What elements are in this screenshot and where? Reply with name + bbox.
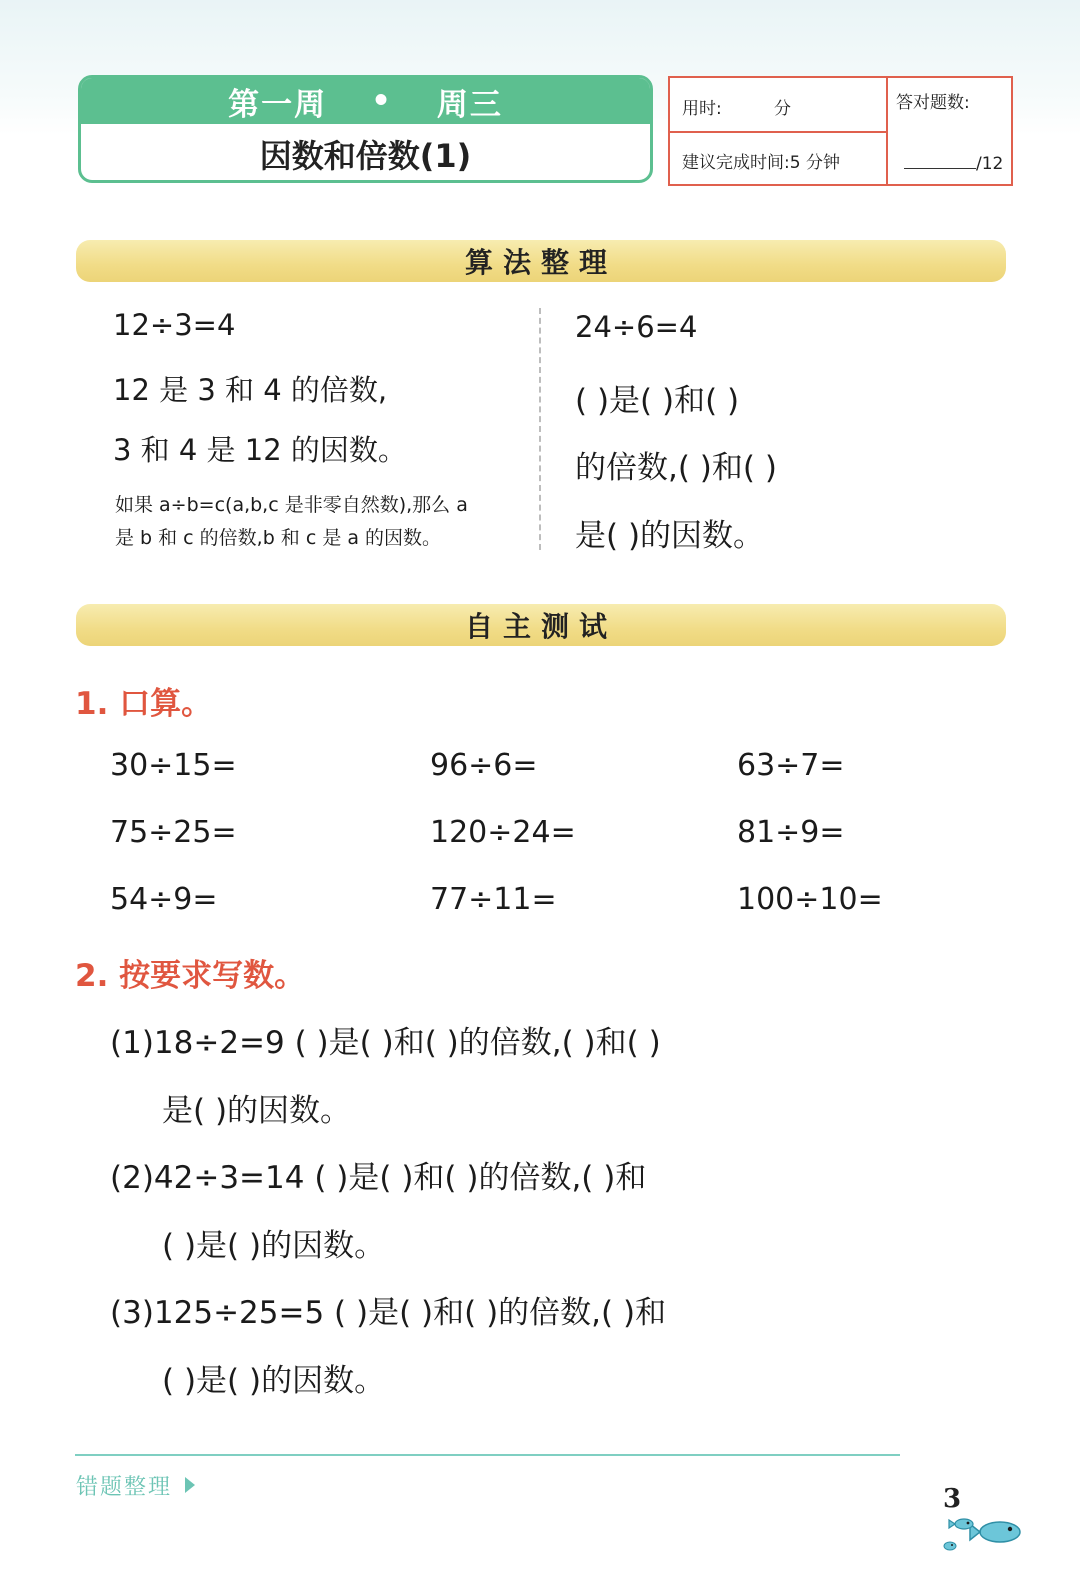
page-number: 3 (943, 1484, 962, 1514)
q2-item-2-line-2[interactable]: ( )是( )的因数。 (162, 1228, 386, 1264)
day-label: 周三 (436, 86, 503, 123)
triangle-arrow-icon (185, 1477, 195, 1493)
week-day-bar (81, 78, 650, 124)
example-factor-statement: 3 和 4 是 12 的因数。 (113, 433, 407, 467)
rule-note-line-1: 如果 a÷b=c(a,b,c 是非零自然数),那么 a (115, 494, 468, 516)
error-review-label: 错题整理 (76, 1475, 173, 1500)
separator-dot: • (371, 83, 393, 119)
example-equation: 12÷3=4 (113, 308, 236, 342)
q2-item-1-line-2[interactable]: 是( )的因数。 (162, 1093, 352, 1129)
mental-calc-item[interactable]: 77÷11= (430, 882, 557, 917)
practice-fill-line-1[interactable]: ( )是( )和( ) (575, 383, 740, 419)
suggested-time: 建议完成时间:5 分钟 (682, 153, 840, 173)
week-label: 第一周 (228, 86, 328, 123)
mental-calc-item[interactable]: 75÷25= (110, 815, 237, 850)
mental-calc-item[interactable]: 30÷15= (110, 748, 237, 783)
mental-calc-item[interactable]: 63÷7= (737, 748, 845, 783)
correct-count-label: 答对题数: (896, 93, 970, 113)
mental-calc-item[interactable]: 81÷9= (737, 815, 845, 850)
score-field[interactable] (904, 154, 1003, 174)
practice-equation: 24÷6=4 (575, 310, 698, 344)
question-1-heading: 1. 口算。 (75, 686, 213, 722)
grid-divider-vertical (886, 78, 888, 184)
mental-calc-item[interactable]: 120÷24= (430, 815, 576, 850)
section-banner-self-test: 自主测试 (76, 604, 1006, 646)
mental-calc-item[interactable]: 96÷6= (430, 748, 538, 783)
question-2-heading: 2. 按要求写数。 (75, 958, 306, 994)
mental-calc-item[interactable]: 100÷10= (737, 882, 883, 917)
lesson-title: 因数和倍数(1) (259, 136, 472, 175)
rule-note-line-2: 是 b 和 c 的倍数,b 和 c 是 a 的因数。 (115, 527, 442, 549)
q2-item-3-line-1[interactable]: (3)125÷25=5 ( )是( )和( )的倍数,( )和 (110, 1295, 667, 1331)
fish-icon (938, 1512, 1028, 1560)
minute-unit-field[interactable]: 分 (774, 99, 791, 119)
practice-fill-line-3[interactable]: 是( )的因数。 (575, 518, 765, 554)
q2-item-3-line-2[interactable]: ( )是( )的因数。 (162, 1363, 386, 1399)
practice-fill-line-2[interactable]: 的倍数,( )和( ) (575, 450, 777, 486)
column-divider (539, 308, 541, 550)
time-used-label: 用时: (682, 99, 722, 119)
footer-divider (75, 1454, 900, 1456)
grid-divider-horizontal (670, 131, 886, 133)
section-banner-algorithm: 算法整理 (76, 240, 1006, 282)
example-multiple-statement: 12 是 3 和 4 的倍数, (113, 373, 388, 407)
score-blank[interactable] (904, 154, 976, 169)
q2-item-2-line-1[interactable]: (2)42÷3=14 ( )是( )和( )的倍数,( )和 (110, 1160, 647, 1196)
lesson-header (78, 75, 653, 183)
mental-calc-item[interactable]: 54÷9= (110, 882, 218, 917)
score-total: /12 (976, 154, 1004, 174)
q2-item-1-line-1[interactable]: (1)18÷2=9 ( )是( )和( )的倍数,( )和( ) (110, 1025, 661, 1061)
info-grid (668, 76, 1013, 186)
